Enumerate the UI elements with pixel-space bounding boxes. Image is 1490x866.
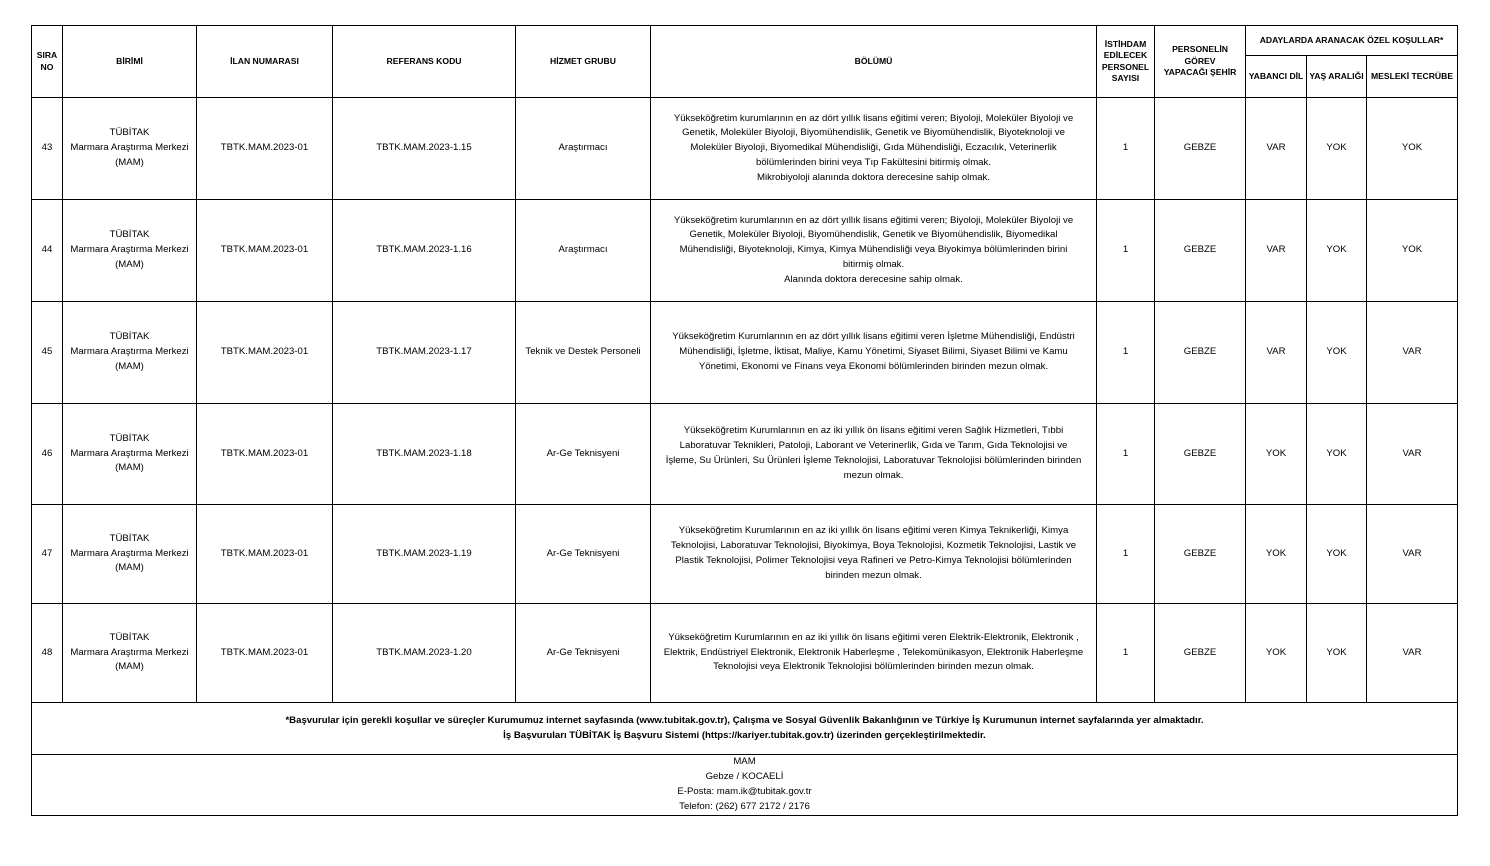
- row-age: YOK: [1307, 604, 1367, 703]
- table-row: [32, 302, 1458, 404]
- header-bolumu: BÖLÜMÜ: [651, 26, 1097, 98]
- job-listing-table: [31, 25, 1458, 816]
- contact-name: MAM: [733, 756, 756, 768]
- header-birimi: BİRİMİ: [63, 26, 197, 98]
- row-exp: YOK: [1367, 98, 1458, 200]
- row-group: Teknik ve Destek Personeli: [516, 302, 651, 404]
- row-city: GEBZE: [1155, 404, 1246, 505]
- row-ref: TBTK.MAM.2023-1.19: [333, 505, 516, 604]
- row-group: Araştırmacı: [516, 200, 651, 302]
- application-notes: [32, 703, 1458, 755]
- row-no: 46: [32, 404, 63, 505]
- row-group: Ar-Ge Teknisyeni: [516, 604, 651, 703]
- table-row: [32, 604, 1458, 703]
- table-row: [32, 404, 1458, 505]
- row-lang: VAR: [1246, 200, 1307, 302]
- row-age: YOK: [1307, 302, 1367, 404]
- row-count: 1: [1097, 404, 1155, 505]
- row-exp: VAR: [1367, 604, 1458, 703]
- row-ilan: TBTK.MAM.2023-01: [197, 604, 333, 703]
- contact-email: E-Posta: mam.ik@tubitak.gov.tr: [677, 786, 812, 797]
- header-ilan-numarasi: İLAN NUMARASI: [197, 26, 333, 98]
- row-exp: VAR: [1367, 404, 1458, 505]
- row-no: 45: [32, 302, 63, 404]
- row-no: 47: [32, 505, 63, 604]
- row-dept: Yükseköğretim Kurumlarının en az iki yıllık ön lisans eğitimi veren Kimya Teknikerliği, Kimya Teknolojisi, Laboratuvar Teknolojisi, Biyokimya, Boya Teknolojisi, Kozmetik Teknolojisi, Lastik ve Plastik Teknolojisi, Polimer Teknolojisi veya Rafineri ve Petro-Kimya Teknolojisi bölümlerinden birinden mezun olmak.: [651, 505, 1097, 604]
- row-lang: YOK: [1246, 604, 1307, 703]
- table-row: [32, 98, 1458, 200]
- row-city: GEBZE: [1155, 98, 1246, 200]
- row-no: 48: [32, 604, 63, 703]
- row-count: 1: [1097, 200, 1155, 302]
- row-dept: Yükseköğretim kurumlarının en az dört yıllık lisans eğitimi veren; Biyoloji, Moleküler Biyoloji ve Genetik, Moleküler Biyoloji, Biyomühendislik, Genetik ve Biyomühendislik, Biyomedikal Mühendisliği, Biyoteknoloji, Kimya, Kimya Mühendisliği veya Biyokimya bölümlerinden birini bitirmiş olmak. Alanında doktora derecesine sahip olmak.: [651, 200, 1097, 302]
- header-row-top: [32, 26, 1458, 56]
- header-hizmet-grubu: HİZMET GRUBU: [516, 26, 651, 98]
- row-ref: TBTK.MAM.2023-1.16: [333, 200, 516, 302]
- row-group: Ar-Ge Teknisyeni: [516, 505, 651, 604]
- row-unit: TÜBİTAK Marmara Araştırma Merkezi (MAM): [63, 302, 197, 404]
- table-row: [32, 505, 1458, 604]
- row-ilan: TBTK.MAM.2023-01: [197, 200, 333, 302]
- contact-row: [32, 755, 1458, 816]
- row-city: GEBZE: [1155, 302, 1246, 404]
- contact-info: [32, 755, 1458, 816]
- row-exp: VAR: [1367, 302, 1458, 404]
- notes-line-2: İş Başvuruları TÜBİTAK İş Başvuru Sistemi (https://kariyer.tubitak.gov.tr) üzerinden gerçekleştirilmektedir.: [503, 729, 986, 741]
- row-ilan: TBTK.MAM.2023-01: [197, 505, 333, 604]
- row-dept: Yükseköğretim kurumlarının en az dört yıllık lisans eğitimi veren; Biyoloji, Moleküler Biyoloji ve Genetik, Moleküler Biyoloji, Biyomühendislik, Genetik ve Biyomühendislik, Biyoteknoloji ve Moleküler Biyoloji, Biyomedikal Mühendisliği, Gıda Mühendisliği, Eczacılık, Veterinerlik bölümlerinden birini veya Tıp Fakültesini bitirmiş olmak. Mikrobiyoloji alanında doktora derecesine sahip olmak.: [651, 98, 1097, 200]
- row-ref: TBTK.MAM.2023-1.17: [333, 302, 516, 404]
- row-ilan: TBTK.MAM.2023-01: [197, 302, 333, 404]
- table-row: [32, 200, 1458, 302]
- row-count: 1: [1097, 98, 1155, 200]
- row-age: YOK: [1307, 505, 1367, 604]
- row-unit: TÜBİTAK Marmara Araştırma Merkezi (MAM): [63, 505, 197, 604]
- row-ref: TBTK.MAM.2023-1.20: [333, 604, 516, 703]
- row-unit: TÜBİTAK Marmara Araştırma Merkezi (MAM): [63, 404, 197, 505]
- row-count: 1: [1097, 604, 1155, 703]
- row-dept: Yükseköğretim Kurumlarının en az dört yıllık lisans eğitimi veren İşletme Mühendisliği, Endüstri Mühendisliği, İşletme, İktisat, Maliye, Kamu Yönetimi, Siyaset Bilimi, Siyaset Bilimi ve Kamu Yönetimi, Ekonomi ve Finans veya Ekonomi bölümlerinden birinden mezun olmak.: [651, 302, 1097, 404]
- row-dept: Yükseköğretim Kurumlarının en az iki yıllık ön lisans eğitimi veren Elektrik-Elektronik, Elektronik , Elektrik, Endüstriyel Elektronik, Elektronik Haberleşme , Telekomünikasyon, Elektronik Haberleşme Teknolojisi veya Elektronik Teknolojisi bölümlerinden birinden mezun olmak.: [651, 604, 1097, 703]
- row-count: 1: [1097, 302, 1155, 404]
- header-mesleki-tecrube: MESLEKİ TECRÜBE: [1367, 56, 1458, 98]
- row-dept: Yükseköğretim Kurumlarının en az iki yıllık ön lisans eğitimi veren Sağlık Hizmetleri, Tıbbi Laboratuvar Teknikleri, Patoloji, Laborant ve Veterinerlik, Gıda ve Tarım, Gıda Teknolojisi ve İşleme, Su Ürünleri, Su Ürünleri İşleme Teknolojisi, Laboratuvar Teknolojisi bölümlerinden birinden mezun olmak.: [651, 404, 1097, 505]
- row-exp: YOK: [1367, 200, 1458, 302]
- row-unit: TÜBİTAK Marmara Araştırma Merkezi (MAM): [63, 200, 197, 302]
- row-unit: TÜBİTAK Marmara Araştırma Merkezi (MAM): [63, 604, 197, 703]
- row-lang: VAR: [1246, 98, 1307, 200]
- row-ilan: TBTK.MAM.2023-01: [197, 404, 333, 505]
- header-ozel-kosullar: ADAYLARDA ARANACAK ÖZEL KOŞULLAR*: [1246, 26, 1458, 56]
- row-age: YOK: [1307, 98, 1367, 200]
- row-lang: YOK: [1246, 505, 1307, 604]
- row-ref: TBTK.MAM.2023-1.15: [333, 98, 516, 200]
- header-referans-kodu: REFERANS KODU: [333, 26, 516, 98]
- row-city: GEBZE: [1155, 604, 1246, 703]
- header-gorev-sehir: PERSONELİN GÖREV YAPACAĞI ŞEHİR: [1155, 26, 1246, 98]
- row-ilan: TBTK.MAM.2023-01: [197, 98, 333, 200]
- notes-line-1: *Başvurular için gerekli koşullar ve süreçler Kurumumuz internet sayfasında (www.tubitak.gov.tr), Çalışma ve Sosyal Güvenlik Bakanlığının ve Türkiye İş Kurumunun internet sayfalarında yer almaktadır.: [285, 714, 1204, 726]
- row-unit: TÜBİTAK Marmara Araştırma Merkezi (MAM): [63, 98, 197, 200]
- row-city: GEBZE: [1155, 200, 1246, 302]
- row-exp: VAR: [1367, 505, 1458, 604]
- row-lang: VAR: [1246, 302, 1307, 404]
- row-ref: TBTK.MAM.2023-1.18: [333, 404, 516, 505]
- notes-row: [32, 703, 1458, 755]
- row-no: 43: [32, 98, 63, 200]
- row-lang: YOK: [1246, 404, 1307, 505]
- contact-location: Gebze / KOCAELİ: [705, 771, 784, 783]
- row-count: 1: [1097, 505, 1155, 604]
- row-city: GEBZE: [1155, 505, 1246, 604]
- row-age: YOK: [1307, 200, 1367, 302]
- row-no: 44: [32, 200, 63, 302]
- row-age: YOK: [1307, 404, 1367, 505]
- header-yas-araligi: YAŞ ARALIĞI: [1307, 56, 1367, 98]
- header-yabanci-dil: YABANCI DİL: [1246, 56, 1307, 98]
- contact-phone: Telefon: (262) 677 2172 / 2176: [679, 800, 810, 812]
- row-group: Araştırmacı: [516, 98, 651, 200]
- header-sira-no: SIRA NO: [32, 26, 63, 98]
- row-group: Ar-Ge Teknisyeni: [516, 404, 651, 505]
- header-istihdam: İSTİHDAM EDİLECEK PERSONEL SAYISI: [1097, 26, 1155, 98]
